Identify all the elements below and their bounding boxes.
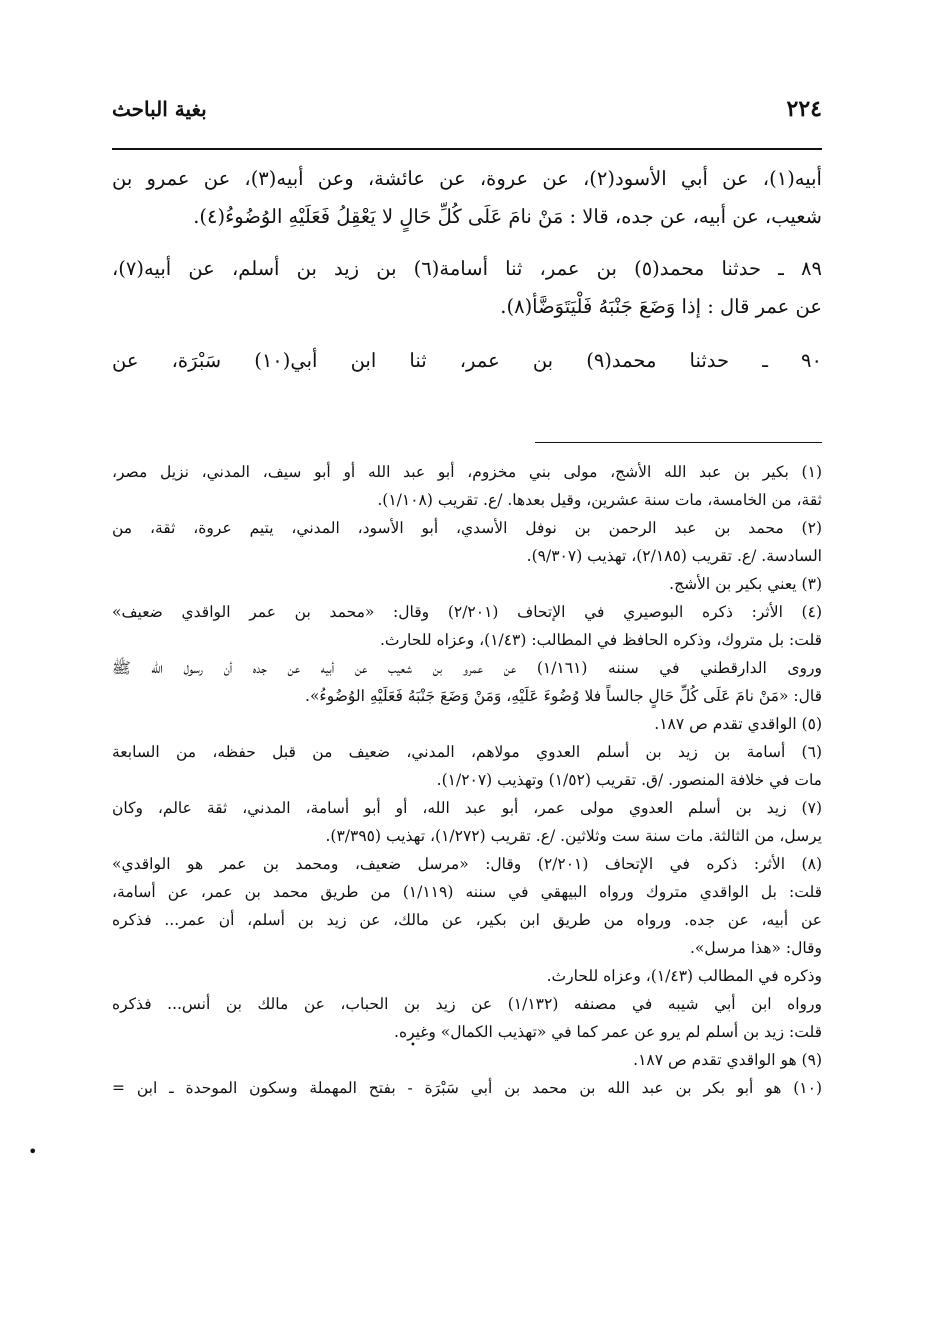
scan-speck: • [410,1040,416,1051]
footnote-line: (٣) يعني بكير بن الأشج. [669,575,822,593]
footnote-line: (١٠) هو أبو بكر بن عبد الله بن محمد بن أبي سَبْرَة - بفتح المهملة وسكون الموحدة ـ ابن = [112,1079,822,1097]
footnote-line: ورواه ابن أبي شيبه في مصنفه (١/١٣٢) عن زيد بن الحباب، عن مالك بن أنس... فذكره [112,995,822,1013]
footnote-line: يرسل، من الثالثة. مات سنة ست وثلاثين. /ع. تقريب (١/٢٧٢)، تهذيب (٣/٣٩٥). [325,827,822,845]
text-line: أبيه(١)، عن أبي الأسود(٢)، عن عروة، عن عائشة، وعن أبيه(٣)، عن عمرو بن [112,167,822,190]
footnote-line: ثقة، من الخامسة، مات سنة عشرين، وقيل بعدها. /ع. تقريب (١/١٠٨). [377,491,822,509]
text-line: عن عمر قال : إذا وَضَعَ جَنْبَهُ فَلْيَتَوَضَّأ(٨). [500,295,822,318]
footnote-line: (٨) الأثر: ذكره في الإتحاف (٢/٢٠١) وقال: «مرسل ضعيف، ومحمد بن عمر هو الواقدي» [112,855,822,873]
footnote-line: (٦) أسامة بن زيد بن أسلم العدوي مولاهم، المدني، ضعيف من قبل حفظه، من السابعة [112,743,822,761]
hadith-89-line: ٨٩ ـ حدثنا محمد(٥) بن عمر، ثنا أسامة(٦) بن زيد بن أسلم، عن أبيه(٧)، [112,257,822,280]
footnote-line: (٤) الأثر: ذكره البوصيري في الإتحاف (٢/٢٠١) وقال: «محمد بن عمر الواقدي ضعيف» [112,603,822,621]
footnote-line: (٩) هو الواقدي تقدم ص ١٨٧. [633,1051,822,1069]
footnote-line: مات في خلافة المنصور. /ق. تقريب (١/٥٢) وتهذيب (١/٢٠٧). [436,771,822,789]
footnote-line: (٥) الواقدي تقدم ص ١٨٧. [654,715,822,733]
footnote-line: قلت: بل الواقدي متروك ورواه البيهقي في سننه (١/١١٩) من طريق محمد بن عمر، عن أسامة، [112,883,822,901]
footnote-line: (٧) زيد بن أسلم العدوي مولى عمر، أبو عبد الله، أو أبو أسامة، المدني، ثقة عالم، وكان [112,799,822,817]
main-text [112,160,822,380]
footnote-line: وذكره في المطالب (١/٤٣)، وعزاه للحارث. [546,967,822,985]
page-number: ٢٢٤ [786,96,822,122]
hadith-90-line: ٩٠ ـ حدثنا محمد(٩) بن عمر، ثنا ابن أبي(١٠) سَبْرَة، عن [112,349,822,372]
footnote-line: قلت: بل متروك، وذكره الحافظ في المطالب: (١/٤٣)، وعزاه للحارث. [379,631,822,649]
header-divider [112,148,822,150]
page-header [112,96,822,132]
footnote-line: عن أبيه، عن جده. ورواه من طريق ابن بكير، عن مالك، عن زيد بن أسلم، أن عمر... فذكره [112,911,822,929]
footnote-line: (٢) محمد بن عبد الرحمن بن نوفل الأسدي، أبو الأسود، المدني، يتيم عروة، ثقة، من [112,519,822,537]
footnote-line: قلت: زيد بن أسلم لم يرو عن عمر كما في «تهذيب الكمال» وغيره. [394,1023,822,1041]
footnote-line: السادسة. /ع. تقريب (٢/١٨٥)، تهذيب (٩/٣٠٧). [526,547,822,565]
footnote-line: وقال: «هذا مرسل». [689,939,822,957]
footnotes [112,458,822,1102]
footnote-line: (١) بكير بن عبد الله الأشج، مولى بني مخزوم، أبو عبد الله أو أبو سيف، المدني، نزيل مصر، [112,463,822,481]
footnote-line: وروى الدارقطني في سننه (١/١٦١) عن عمرو بن شعيب عن أبيه عن جده أن رسول الله ﷺ [112,659,822,677]
text-line: شعيب، عن أبيه، عن جده، قالا : مَنْ نامَ عَلَى كُلِّ حَالٍ لا يَعْقِلُ فَعَلَيْهِ الوُضُوءُ(٤). [193,205,822,228]
running-title: بغية الباحث [112,97,207,121]
scan-speck: • [28,1142,38,1161]
footnote-divider [535,442,822,443]
footnote-line: قال: «مَنْ نامَ عَلَى كُلِّ حَالٍ جالساً فلا وُضُوءَ عَلَيْهِ، وَمَنْ وَضَعَ جَنْبَهُ فَعَلَيْهِ الوُضُوءُ». [305,687,822,705]
